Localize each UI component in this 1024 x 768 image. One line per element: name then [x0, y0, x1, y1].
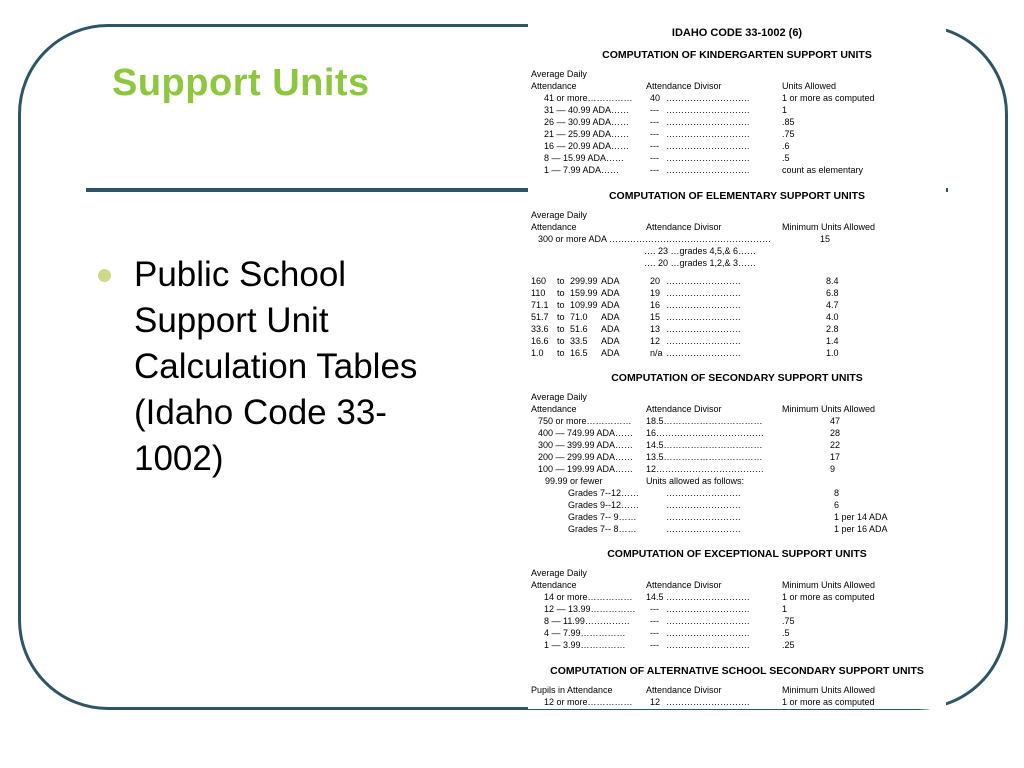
- table-cell: …………………….: [666, 300, 741, 310]
- table-row: [528, 152, 946, 164]
- table-cell: 16………………………………: [646, 428, 765, 438]
- table-row: [528, 591, 946, 603]
- table-row: [528, 116, 946, 128]
- table-row: [528, 603, 946, 615]
- table-cell: ---: [650, 117, 659, 127]
- table-row: [528, 639, 946, 651]
- table-cell: ADA: [601, 300, 620, 310]
- section-title: COMPUTATION OF EXCEPTIONAL SUPPORT UNITS: [607, 548, 867, 560]
- table-cell: 18.5……………………………: [646, 416, 763, 426]
- table-cell: 47: [830, 416, 841, 426]
- table-cell: to: [557, 312, 565, 322]
- section-title: COMPUTATION OF ALTERNATIVE SCHOOL SECONDARY SUPPORT UNITS: [550, 665, 924, 677]
- table-cell: 19: [650, 288, 661, 298]
- table-row: [528, 164, 946, 176]
- table-cell: 1 — 3.99……………: [544, 640, 626, 650]
- table-cell: Grades 7-- 8……: [568, 524, 637, 534]
- table-cell: ---: [650, 604, 659, 614]
- table-row: 99.99 or fewer Units allowed as follows:: [545, 476, 745, 486]
- table-cell: .75: [782, 129, 795, 139]
- table-cell: ……………………….: [666, 616, 750, 626]
- table-cell: 12: [650, 697, 661, 707]
- table-row: [528, 451, 946, 463]
- table-cell: 16.5: [570, 348, 588, 358]
- table-row: [528, 415, 946, 427]
- table-cell: to: [557, 348, 565, 358]
- table-cell: to: [557, 276, 565, 286]
- table-row: [528, 104, 946, 116]
- table-row: [528, 499, 946, 511]
- table-cell: 33.5: [570, 336, 588, 346]
- table-cell: 15: [650, 312, 661, 322]
- table-cell: ---: [650, 628, 659, 638]
- table-cell: ……………………….: [666, 604, 750, 614]
- table-row: [528, 427, 946, 439]
- table-cell: 200 — 299.99 ADA……: [538, 452, 634, 462]
- table-cell: 51.7: [531, 312, 549, 322]
- table-cell: Grades 9--12……: [568, 500, 640, 510]
- table-cell: ……………………….: [666, 628, 750, 638]
- table-row: [528, 523, 946, 535]
- table-row: [528, 627, 946, 639]
- bullet-dot-icon: [98, 269, 111, 282]
- table-cell: .25: [782, 640, 795, 650]
- table-cell: …………………….: [666, 524, 741, 534]
- table-cell: 1: [782, 105, 788, 115]
- column-label: Average Daily: [531, 69, 587, 79]
- table-row: [528, 128, 946, 140]
- alternative-section: [528, 664, 946, 708]
- table-cell: 1 per 16 ADA: [834, 524, 888, 534]
- table-cell: ---: [650, 165, 659, 175]
- table-cell: 750 or more……………: [538, 416, 632, 426]
- table-cell: 1: [782, 604, 788, 614]
- table-cell: 16: [650, 300, 661, 310]
- table-cell: 299.99: [570, 276, 598, 286]
- table-cell: 6.8: [826, 288, 839, 298]
- table-cell: 12………………………………: [646, 464, 765, 474]
- section-title: COMPUTATION OF KINDERGARTEN SUPPORT UNITS: [602, 49, 872, 61]
- table-cell: 1 — 7.99 ADA……: [544, 165, 620, 175]
- table-cell: 13: [650, 324, 661, 334]
- table-row: [528, 323, 946, 335]
- table-cell: 12 — 13.99……………: [544, 604, 636, 614]
- header-row: Attendance Attendance Divisor Minimum Units Allowed: [531, 580, 876, 590]
- table-cell: …………………….: [666, 348, 741, 358]
- table-cell: Grades 7-- 9……: [568, 512, 637, 522]
- table-cell: ---: [650, 105, 659, 115]
- table-cell: 1 or more as computed: [782, 93, 875, 103]
- table-cell: …………………….: [666, 288, 741, 298]
- table-cell: 1 or more as computed: [782, 697, 875, 707]
- table-cell: …………………….: [666, 312, 741, 322]
- table-row: [528, 696, 946, 708]
- table-row: [528, 439, 946, 451]
- table-cell: 8 — 15.99 ADA……: [544, 153, 625, 163]
- table-row: [528, 615, 946, 627]
- table-cell: 41 or more……………: [544, 93, 633, 103]
- table-cell: to: [557, 324, 565, 334]
- table-cell: n/a: [650, 348, 663, 358]
- table-cell: ……………………….: [666, 165, 750, 175]
- table-row: [528, 299, 946, 311]
- table-cell: 33.6: [531, 324, 549, 334]
- table-cell: 1 or more as computed: [782, 592, 875, 602]
- table-cell: ---: [650, 153, 659, 163]
- table-cell: 22: [830, 440, 841, 450]
- table-cell: …………………….: [666, 324, 741, 334]
- table-row: [528, 92, 946, 104]
- table-cell: 4.7: [826, 300, 839, 310]
- table-cell: 28: [830, 428, 841, 438]
- bullet-text: Public School Support Unit Calculation Tables (Idaho Code 33-1002): [134, 255, 418, 478]
- table-row: [528, 287, 946, 299]
- table-cell: …………………….: [666, 336, 741, 346]
- table-cell: ……………………….: [666, 141, 750, 151]
- table-row: …. 20 …grades 1,2,& 3……: [644, 258, 757, 268]
- table-cell: 159.99: [570, 288, 598, 298]
- header-row: Attendance Attendance Divisor Units Allowed: [531, 81, 837, 91]
- table-cell: 31 — 40.99 ADA……: [544, 105, 630, 115]
- table-cell: 8 — 11.99……………: [544, 616, 630, 626]
- table-cell: ADA: [601, 276, 620, 286]
- table-cell: 6: [834, 500, 840, 510]
- table-cell: ……………………….: [666, 117, 750, 127]
- table-cell: 51.6: [570, 324, 588, 334]
- table-cell: .6: [782, 141, 790, 151]
- table-cell: .5: [782, 153, 790, 163]
- table-cell: ……………………….: [666, 640, 750, 650]
- table-cell: 14 or more……………: [544, 592, 633, 602]
- table-row: [528, 275, 946, 287]
- table-cell: 71.1: [531, 300, 549, 310]
- column-label: Average Daily: [531, 210, 587, 220]
- table-row: 300 or more ADA ……………………………………………… 15: [538, 234, 831, 244]
- header-row: Attendance Attendance Divisor Minimum Units Allowed: [531, 404, 876, 414]
- table-cell: 12: [650, 336, 661, 346]
- slide-title: Support Units: [112, 62, 370, 104]
- table-cell: 400 — 749.99 ADA……: [538, 428, 634, 438]
- table-cell: 20: [650, 276, 661, 286]
- table-cell: 71.0: [570, 312, 588, 322]
- table-cell: 100 — 199.99 ADA……: [538, 464, 634, 474]
- column-label: Average Daily: [531, 568, 587, 578]
- table-cell: ADA: [601, 336, 620, 346]
- table-cell: 14.5 ……………………….: [646, 592, 750, 602]
- table-cell: to: [557, 288, 565, 298]
- table-cell: 1 per 14 ADA: [834, 512, 888, 522]
- table-cell: …………………….: [666, 276, 741, 286]
- table-cell: .5: [782, 628, 790, 638]
- table-cell: 8.4: [826, 276, 839, 286]
- table-cell: Grades 7--12……: [568, 488, 640, 498]
- exceptional-section: [528, 547, 946, 651]
- table-cell: 17: [830, 452, 841, 462]
- table-cell: .75: [782, 616, 795, 626]
- table-cell: ---: [650, 616, 659, 626]
- table-row: [528, 463, 946, 475]
- table-cell: …………………….: [666, 500, 741, 510]
- elementary-section: [528, 189, 946, 359]
- table-cell: 110: [531, 288, 546, 298]
- table-cell: ---: [650, 640, 659, 650]
- table-cell: 14.5……………………………: [646, 440, 763, 450]
- table-cell: 9: [830, 464, 836, 474]
- table-row: [528, 511, 946, 523]
- table-row: [528, 140, 946, 152]
- table-cell: 1.4: [826, 336, 839, 346]
- table-row: [528, 487, 946, 499]
- table-cell: ---: [650, 129, 659, 139]
- table-cell: ……………………….: [666, 153, 750, 163]
- header-row: Attendance Attendance Divisor Minimum Units Allowed: [531, 222, 876, 232]
- secondary-section: [528, 371, 946, 535]
- section-title: COMPUTATION OF SECONDARY SUPPORT UNITS: [611, 372, 863, 384]
- table-cell: ……………………….: [666, 105, 750, 115]
- table-cell: ……………………….: [666, 129, 750, 139]
- kindergarten-section: [528, 48, 946, 176]
- table-cell: 12 or more……………: [544, 697, 633, 707]
- table-cell: 26 — 30.99 ADA……: [544, 117, 630, 127]
- table-cell: 1.0: [826, 348, 839, 358]
- table-cell: …………………….: [666, 488, 741, 498]
- table-cell: 21 — 25.99 ADA……: [544, 129, 630, 139]
- column-label: Average Daily: [531, 392, 587, 402]
- table-cell: 40: [650, 93, 661, 103]
- table-cell: .85: [782, 117, 795, 127]
- table-cell: ---: [650, 141, 659, 151]
- table-cell: 109.99: [570, 300, 598, 310]
- table-row: [528, 311, 946, 323]
- code-document: [528, 24, 946, 709]
- table-cell: 16.6: [531, 336, 549, 346]
- table-cell: 16 — 20.99 ADA……: [544, 141, 630, 151]
- table-cell: to: [557, 300, 565, 310]
- table-cell: 8: [834, 488, 840, 498]
- table-cell: ……………………….: [666, 93, 750, 103]
- table-cell: count as elementary: [782, 165, 864, 175]
- document-title: IDAHO CODE 33-1002 (6): [671, 27, 803, 39]
- table-cell: 4.0: [826, 312, 839, 322]
- table-cell: ……………………….: [666, 697, 750, 707]
- table-cell: ADA: [601, 288, 620, 298]
- table-cell: 13.5……………………………: [646, 452, 763, 462]
- table-cell: ADA: [601, 348, 620, 358]
- table-cell: …………………….: [666, 512, 741, 522]
- table-cell: 1.0: [531, 348, 544, 358]
- table-row: [528, 335, 946, 347]
- header-row: Pupils in Attendance Attendance Divisor Minimum Units Allowed: [531, 685, 876, 695]
- table-cell: ADA: [601, 312, 620, 322]
- table-cell: 300 — 399.99 ADA……: [538, 440, 634, 450]
- table-cell: 160: [531, 276, 547, 286]
- table-cell: to: [557, 336, 565, 346]
- table-cell: ADA: [601, 324, 620, 334]
- table-row: [528, 347, 946, 359]
- section-title: COMPUTATION OF ELEMENTARY SUPPORT UNITS: [608, 190, 866, 202]
- table-cell: 4 — 7.99……………: [544, 628, 626, 638]
- table-cell: 2.8: [826, 324, 839, 334]
- table-row: …. 23 …grades 4,5,& 6……: [644, 246, 757, 256]
